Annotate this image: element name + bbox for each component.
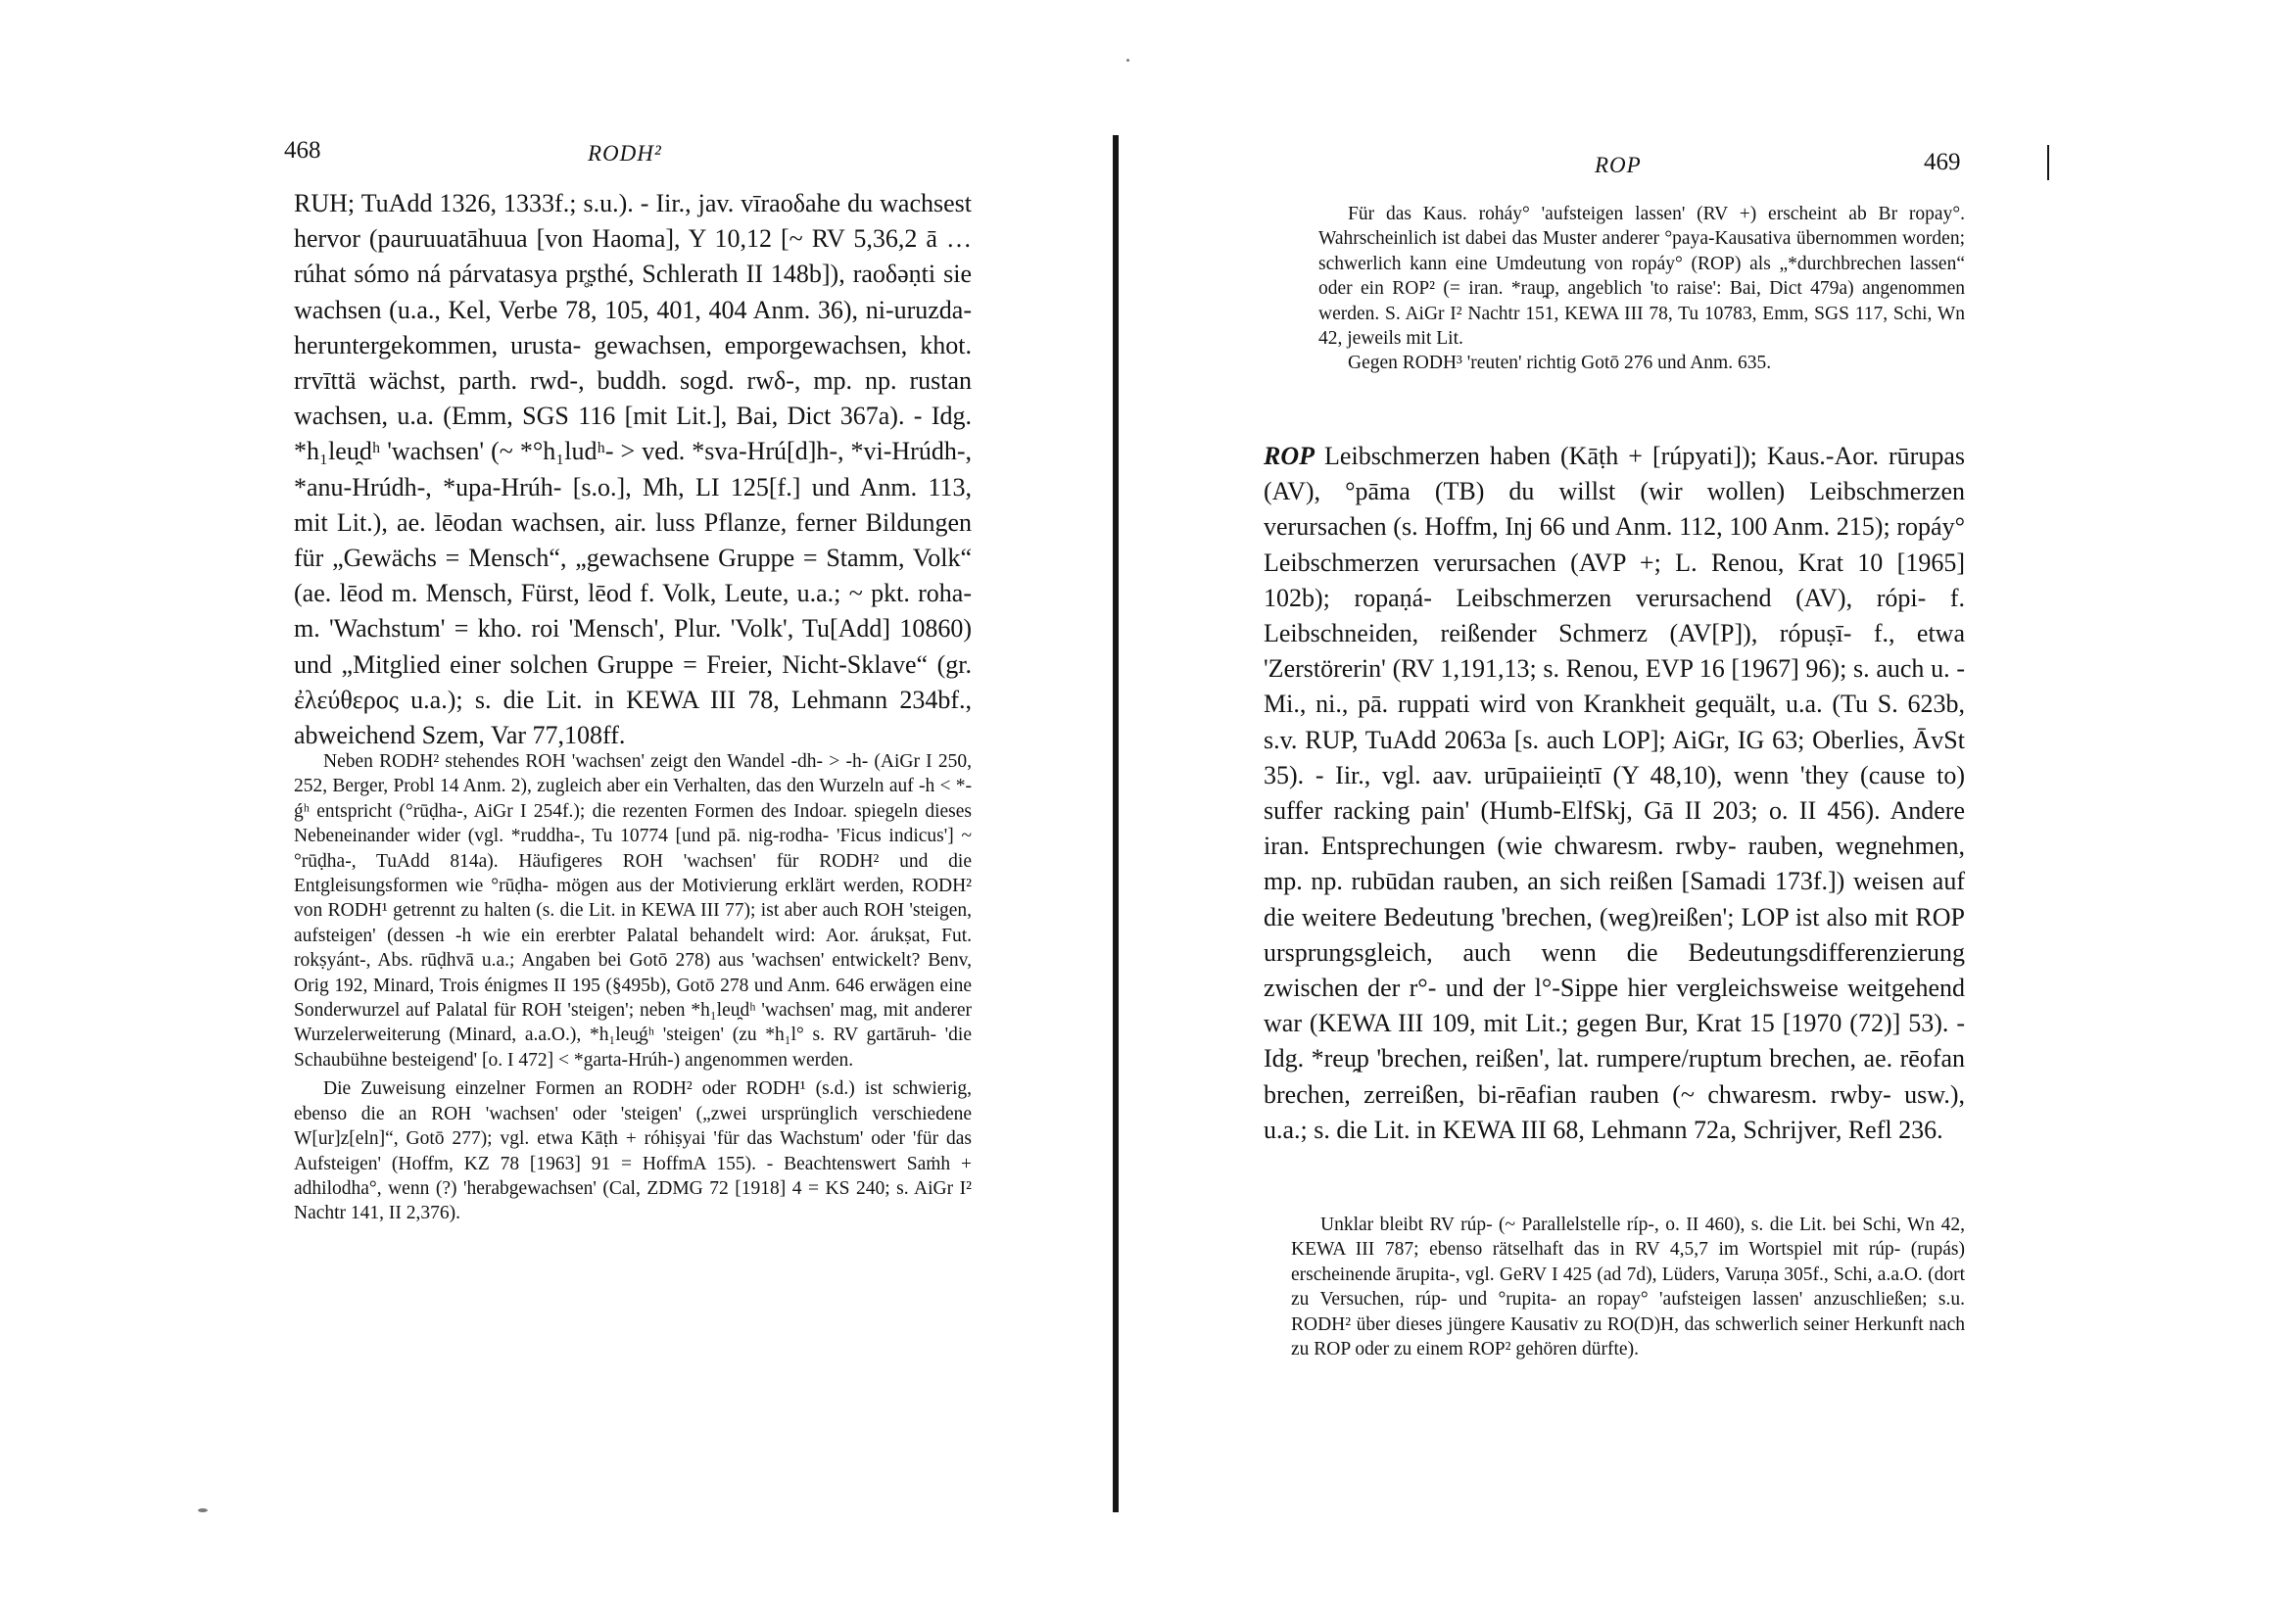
left-page-number: 468 — [284, 137, 321, 164]
right-bottom-notes — [1291, 1213, 1965, 1361]
gutter-shadow-line — [1113, 135, 1119, 1512]
left-note-1: Neben RODH² stehendes ROH 'wachsen' zeigt den Wandel -dh- > -h- (AiGr I 250, 252, Berger, Probl 14 Anm. 2), zugleich aber ein Verhalten, das den Wurzeln auf -h < *-ǵʰ entspricht (°rūḍha-, AiGr I 254f.); die rezenten Formen des Indoar. spiegeln dieses Nebeneinander wider (vgl. *ruddha-, Tu 10774 [und pā. nig-rodha- 'Ficus indicus'] ~ °rūḍha-, TuAdd 814a). Häufigeres ROH 'wachsen' für RODH² und die Entgleisungsformen wie °rūḍha- mögen aus der Motivierung erklärt werden, RODH² von RODH¹ getrennt zu halten (s. die Lit. in KEWA III 77); ist aber auch ROH 'steigen, aufsteigen' (dessen -h wie ein ererbter Palatal behandelt wird: Aor. árukṣat, Fut. rokṣyánt-, Abs. rūḍhvā u.a.; Angaben bei Gotō 278) aus 'wachsen' entwickelt? Benv, Orig 192, Minard, Trois énigmes II 195 (§495b), Gotō 278 und Anm. 646 erwägen eine Sonderwurzel auf Palatal für ROH 'steigen'; neben *h₁leu̯dʰ 'wachsen' mag, mit anderer Wurzelerweiterung (Minard, a.a.O.), *h₁leu̯ǵʰ 'steigen' (zu *h₁l° s. RV gartāruh- 'die Schaubühne besteigend' [o. I 472] < *garta-Hrúh-) angenommen werden. — [294, 751, 972, 1071]
left-running-head: RODH² — [588, 141, 662, 166]
right-main-entry — [1264, 439, 1965, 1148]
entry-text: Leibschmerzen haben (Kāṭh + [rúpyati]); Kaus.-Aor. rūrupas (AV), °pāma (TB) du willst (wir wollen) Leibschmerzen verursachen (s. Hoffm, Inj 66 und Anm. 112, 100 Anm. 215); ropáy° Leibschmerzen verursachen (AVP +; L. Renou, Krat 10 [1965] 102b); ropaṇá- Leibschmerzen verursachend (AV), rópi- f. Leibschneiden, reißender Schmerz (AV[P]), rópuṣī- f., etwa 'Zerstörerin' (RV 1,191,13; s. Renou, EVP 16 [1967] 96); s. auch u. - Mi., ni., pā. ruppati wird von Krankheit gequält, u.a. (Tu S. 623b, s.v. RUP, TuAdd 2063a [s. auch LOP]; AiGr, IG 63; Oberlies, ĀvSt 35). - Iir., vgl. aav. urūpaiieiṇtī (Y 48,10), wenn 'they (cause to) suffer racking pain' (Humb-ElfSkj, Gā II 203; o. II 456). Andere iran. Entsprechungen (wie chwaresm. rwby- rauben, wegnehmen, mp. np. rubūdan rauben, an sich reißen [Samadi 173f.]) weisen auf die weitere Bedeutung 'brechen, (weg)reißen'; LOP ist also mit ROP ursprungsgleich, auch wenn die Bedeutungsdifferenzierung zwischen der r°- und der l°-Sippe hier vergleichsweise weitgehend war (KEWA III 109, mit Lit.; gegen Bur, Krat 15 [1970 (72)] 53). - Idg. *reu̯p 'brechen, reißen', lat. rumpere/ruptum brechen, ae. rēofan brechen, zerreißen, bi-rēafian rauben (~ chwaresm. rwby- usw.), u.a.; s. die Lit. in KEWA III 68, Lehmann 72a, Schrijver, Refl 236. — [1264, 442, 1965, 1144]
left-main-paragraph: RUH; TuAdd 1326, 1333f.; s.u.). - Iir., jav. vīraoδahe du wachsest hervor (pauruuatāhuua [von Haoma], Y 10,12 [~ RV 5,36,2 ā … rúhat sómo ná párvatasya pr̥ṣthé, Schlerath II 148b]), raoδəṇti sie wachsen (u.a., Kel, Verbe 78, 105, 401, 404 Anm. 36), ni-uruzda- heruntergekommen, urusta- gewachsen, emporgewachsen, khot. rrvīttä wächst, parth. rwd-, buddh. sogd. rwδ-, mp. np. rustan wachsen, u.a. (Emm, SGS 116 [mit Lit.], Bai, Dict 367a). - Idg. *h₁leu̯dʰ 'wachsen' (~ *°h₁ludʰ- > ved. *sva-Hrú[d]h-, *vi-Hrúdh-, *anu-Hrúdh-, *upa-Hrúh- [s.o.], Mh, LI 125[f.] und Anm. 113, mit Lit.), ae. lēodan wachsen, air. luss Pflanze, ferner Bildungen für „Gewächs = Mensch“, „gewachsene Gruppe = Stamm, Volk“ (ae. lēod m. Mensch, Fürst, lēod f. Volk, Leute, u.a.; ~ pkt. roha- m. 'Wachstum' = kho. roi 'Mensch', Plur. 'Volk', Tu[Add] 10860) und „Mitglied einer solchen Gruppe = Freier, Nicht-Sklave“ (gr. ἐλεύθερος u.a.); s. die Lit. in KEWA III 78, Lehmann 234bf., abweichend Szem, Var 77,108ff. — [294, 189, 972, 750]
entry-lemma: ROP — [1264, 442, 1315, 470]
right-running-head: ROP — [1595, 153, 1642, 177]
right-top-notes — [1318, 202, 1965, 376]
left-main-text — [294, 186, 972, 753]
right-top-note: Für das Kaus. roháy° 'aufsteigen lassen' (RV +) erscheint ab Br ropay°. Wahrscheinlich ist dabei das Muster anderer °paya-Kausativa übernommen worden; schwerlich kann eine Umdeutung von ropáy° (ROP) als „*durchbrechen lassen“ oder ein ROP² (= iran. *rau̯p, angeblich 'to raise': Bai, Dict 479a) angenommen werden. S. AiGr I² Nachtr 151, KEWA III 78, Tu 10783, Emm, SGS 117, Schi, Wn 42, jeweils mit Lit. — [1318, 204, 1965, 350]
right-edge-mark — [2047, 145, 2049, 180]
right-main-paragraph — [1264, 439, 1965, 1148]
scan-speck — [1126, 59, 1129, 62]
scan-speck — [198, 1508, 208, 1512]
left-note-2: Die Zuweisung einzelner Formen an RODH² oder RODH¹ (s.d.) ist schwierig, ebenso die an ROH 'wachsen' oder 'steigen' („zwei ursprünglich verschiedene W[ur]z[eln]“, Gotō 277); vgl. etwa Kāṭh + róhiṣyai 'für das Wachstum' oder 'für das Aufsteigen' (Hoffm, KZ 78 [1963] 91 = HoffmA 155). - Beachtenswert Saṁh + adhilodha°, wenn (?) 'herabgewachsen' (Cal, ZDMG 72 [1918] 4 = KS 240; s. AiGr I² Nachtr 141, II 2,376). — [294, 1078, 972, 1224]
left-notes — [294, 749, 972, 1226]
right-top-note-2: Gegen RODH³ 'reuten' richtig Gotō 276 und Anm. 635. — [1348, 353, 1772, 374]
right-page-number: 469 — [1924, 149, 1961, 175]
right-bottom-note: Unklar bleibt RV rúp- (~ Parallelstelle ríp-, o. II 460), s. die Lit. bei Schi, Wn 42, KEWA III 787; ebenso rätselhaft das in RV 4,5,7 im Wortspiel mit rúp- (rupás) erscheinende ārupita-, vgl. GeRV I 425 (ad 7d), Lüders, Varuṇa 305f., Schi, a.a.O. (dort zu Versuchen, rúp- und °rupita- an ropay° 'aufsteigen lassen' anzuschließen; s.u. RODH² über dieses jüngere Kausativ zu RO(D)H, das schwerlich seiner Herkunft nach zu ROP oder zu einem ROP² gehören dürfte). — [1291, 1215, 1965, 1360]
